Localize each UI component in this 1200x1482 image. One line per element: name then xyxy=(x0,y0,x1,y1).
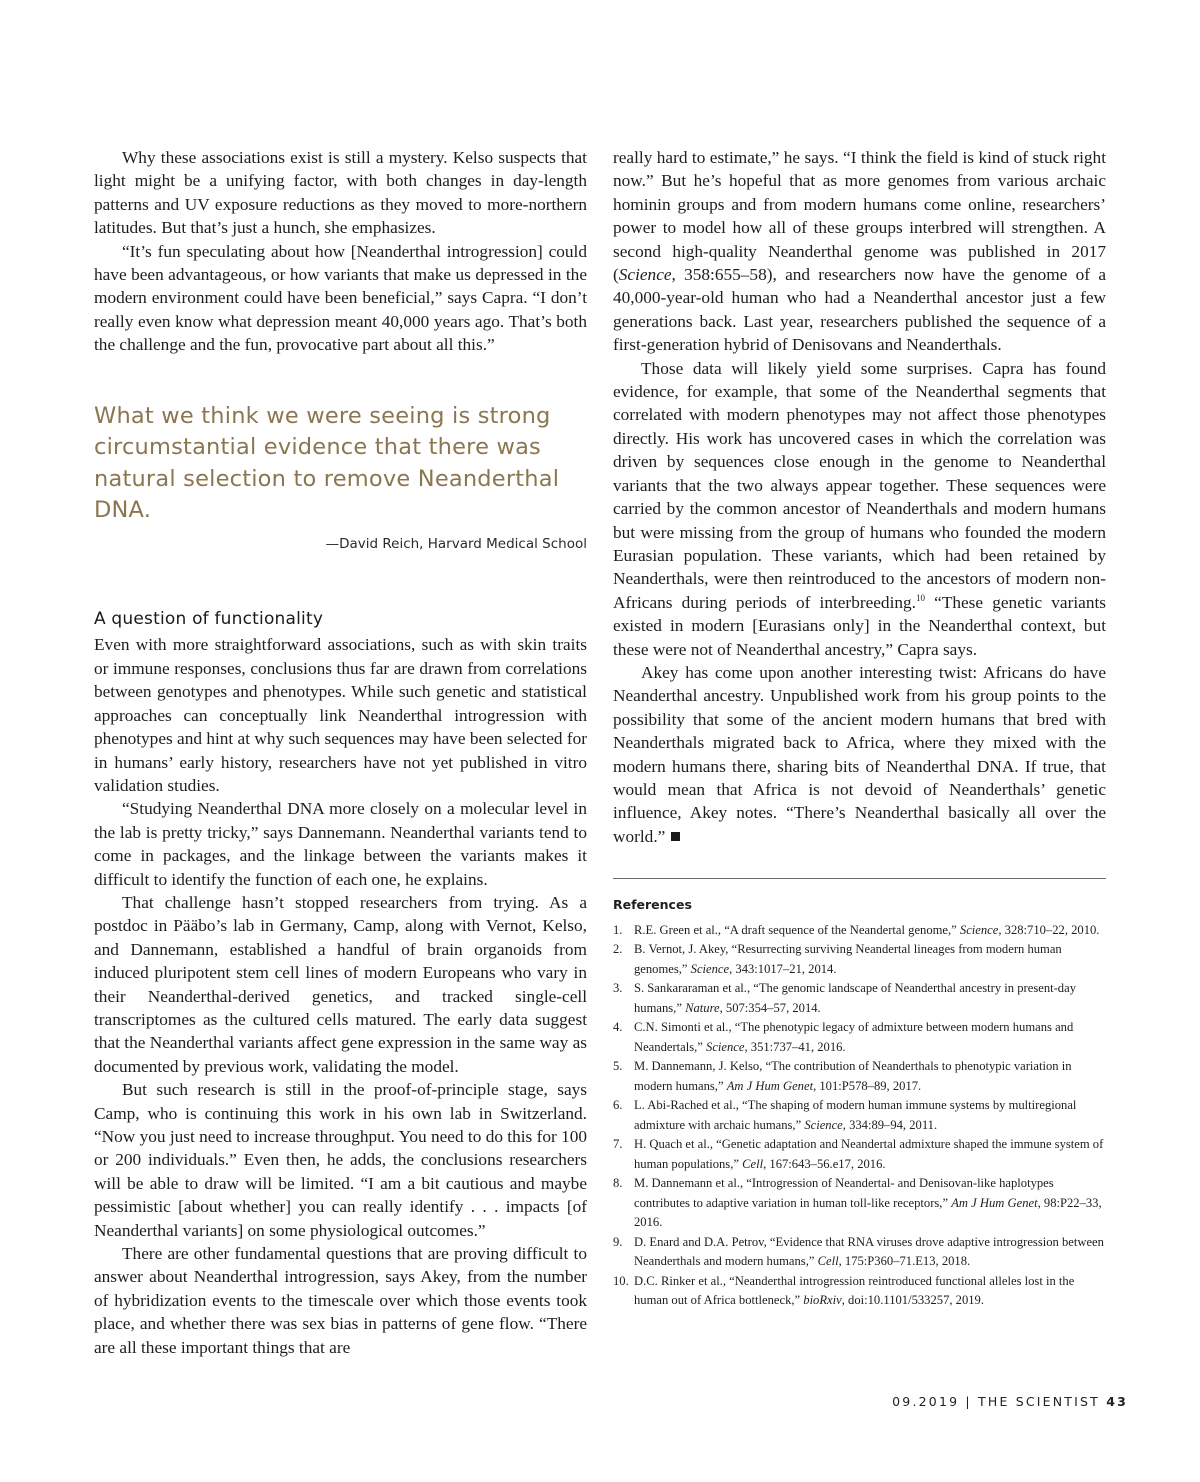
reference-item xyxy=(613,1135,1106,1174)
reference-journal: Am J Hum Genet xyxy=(726,1078,814,1093)
reference-number: 10. xyxy=(613,1273,629,1288)
reference-text: S. Sankararaman et al., “The genomic landscape of Neanderthal ancestry in present-day humans,” xyxy=(634,981,1076,1015)
body-paragraph xyxy=(613,146,1106,357)
reference-text: C.N. Simonti et al., “The phenotypic legacy of admixture between modern humans and Neandertals,” xyxy=(634,1020,1074,1054)
references-title: References xyxy=(613,897,692,913)
reference-item xyxy=(613,921,1106,941)
body-paragraph: There are other fundamental questions that are proving difficult to answer about Neanderthal introgression, says Akey, from the number of hybridization events to the timescale over which those events took place, and whether there was sex bias in patterns of gene flow. “There are all these important things that are xyxy=(94,1244,587,1357)
reference-item xyxy=(613,1018,1106,1057)
reference-number: 1. xyxy=(613,922,623,937)
pull-quote-block xyxy=(94,401,587,556)
reference-journal: Science xyxy=(706,1039,745,1054)
reference-citation: , 98:P22–33, 2016. xyxy=(634,1195,1102,1230)
reference-number: 3. xyxy=(613,981,623,996)
pull-quote: What we think we were seeing is strong circumstantial evidence that there was natural selection to remove Neanderthal DNA. xyxy=(94,402,560,524)
reference-citation: , 101:P578–89, 2017. xyxy=(813,1078,922,1093)
footer-issue: 09.2019 | THE SCIENTIST xyxy=(892,1394,1101,1409)
reference-citation: , doi:10.1101/533257, 2019. xyxy=(841,1293,984,1308)
reference-number: 5. xyxy=(613,1059,623,1074)
reference-number: 6. xyxy=(613,1098,623,1113)
page-footer xyxy=(892,1394,1128,1409)
right-column xyxy=(613,146,1106,1311)
reference-text: R.E. Green et al., “A draft sequence of the Neandertal genome,” xyxy=(634,922,960,937)
left-column xyxy=(94,146,587,1359)
body-paragraph: Why these associations exist is still a mystery. Kelso suspects that light might be a unifying factor, with both changes in day-length patterns and UV exposure reductions as they moved to more-northern latitudes. But that’s just a hunch, she emphasizes. xyxy=(94,148,587,238)
reference-citation: , 343:1017–21, 2014. xyxy=(729,961,837,976)
text-run: Those data will likely yield some surprises. Capra has found evidence, for example, that some of the Neanderthal segments that correlated with modern phenotypes may not affect those phenotypes directly. His work has uncovered cases in which the correlation was driven by sequences close enough in the genome to Neanderthal variants that the two always appear together. These sequences were carried by the common ancestor of Neanderthals and modern humans but were missing from the group of humans who founded the modern Eurasian population. These variants, which had been retained by Neanderthals, were then reintroduced to the ancestors of modern non-Africans during periods of interbreeding. xyxy=(613,358,1106,612)
body-paragraph: That challenge hasn’t stopped researchers from trying. As a postdoc in Pääbo’s lab in Germany, Camp, along with Vernot, Kelso, and Dannemann, established a handful of brain organoids from induced pluripotent stem cell lines of modern Europeans who vary in their Neanderthal-derived genetics, and tracked single-cell transcriptomes as the cultured cells matured. The early data suggest that the Neanderthal variants affect gene expression in the same way as documented by previous work, validating the model. xyxy=(94,892,587,1076)
reference-item xyxy=(613,940,1106,979)
citation-superscript: 10 xyxy=(915,592,925,603)
reference-citation: , 507:354–57, 2014. xyxy=(719,1000,821,1015)
reference-journal: Science xyxy=(690,961,730,976)
reference-journal: Science xyxy=(959,922,999,937)
text-run: really hard to estimate,” he says. “I think the field is kind of stuck right now.” But he’s hopeful that as more genomes from various archaic hominin groups and from modern humans come online, researchers’ power to model how all of these groups interbred will strengthen. A second high-quality Neanderthal genome was published in 2017 ( xyxy=(613,148,1106,285)
reference-text: L. Abi-Rached et al., “The shaping of modern human immune systems by multiregional admixture with archaic humans,” xyxy=(634,1098,1077,1132)
body-paragraph xyxy=(613,661,1106,848)
reference-text: D. Enard and D.A. Petrov, “Evidence that RNA viruses drove adaptive introgression between Neanderthals and modern humans,” xyxy=(634,1234,1104,1269)
reference-item xyxy=(613,979,1106,1018)
text-run: , 358:655–58), and researchers now have the genome of a 40,000-year-old human who had a Neanderthal ancestor just a few generations back. Last year, researchers published the sequence of a first-generation hybrid of Denisovans and Neanderthals. xyxy=(613,265,1106,355)
reference-journal: Am J Hum Genet xyxy=(951,1195,1038,1210)
reference-text: M. Dannemann et al., “Introgression of Neandertal- and Denisovan-like haplotypes contributes to adaptive variation in human toll-like receptors,” xyxy=(634,1176,1054,1210)
body-paragraph: “It’s fun speculating about how [Neanderthal introgression] could have been advantageous, or how variants that make us depressed in the modern environment could have been beneficial,” says Capra. “I don’t really even know what depression meant 40,000 years ago. That’s both the challenge and the fun, provocative part about all this.” xyxy=(94,241,587,355)
body-paragraph: Even with more straightforward associations, such as with skin traits or immune responses, conclusions thus far are drawn from correlations between genotypes and phenotypes. While such genetic and statistical approaches can conceptually link Neanderthal introgression with phenotypes and hint at why such sequences may have been selected for in humans’ early history, researchers have not yet published in vitro validation studies. xyxy=(94,635,587,795)
reference-citation: , 175:P360–71.E13, 2018. xyxy=(838,1254,971,1269)
reference-item xyxy=(613,1096,1106,1135)
page-number: 43 xyxy=(1106,1394,1128,1409)
reference-citation: , 351:737–41, 2016. xyxy=(744,1039,846,1054)
body-paragraph: But such research is still in the proof-of-principle stage, says Camp, who is continuing this work in his own lab in Switzerland. “Now you just need to increase throughput. You need to do this for 100 or 200 individuals.” Even then, he adds, the conclusions researchers will be able to draw will be limited. “I am a bit cautious and maybe pessimistic [about whether] you can really identify . . . impacts [of Neanderthal variants] on some physiological outcomes.” xyxy=(94,1080,587,1240)
reference-journal: Nature xyxy=(685,1000,720,1015)
reference-item xyxy=(613,1174,1106,1233)
body-paragraph: “Studying Neanderthal DNA more closely on a molecular level in the lab is pretty tricky,” says Dannemann. Neanderthal variants tend to come in packages, and the linkage between the variants makes it difficult to identify the function of each one, he explains. xyxy=(94,799,587,889)
text-run: Akey has come upon another interesting twist: Africans do have Neanderthal ancestry. Unpublished work from his group points to the possibility that some of the ancient modern humans that bred with Neanderthals migrated back to Africa, where they mixed with the modern humans there, sharing bits of Neanderthal DNA. If true, that would mean that Africa is not devoid of Neanderthals’ genetic influence, Akey notes. “There’s Neanderthal basically all over the world.” xyxy=(613,662,1106,846)
references-divider xyxy=(613,878,1106,879)
reference-citation: , 167:643–56.e17, 2016. xyxy=(763,1156,886,1171)
body-paragraph xyxy=(613,357,1106,661)
reference-number: 4. xyxy=(613,1020,623,1035)
text-run: “These genetic variants existed in modern [Eurasians only] in the Neanderthal context, but these were not of Neanderthal ancestry,” Capra says. xyxy=(613,592,1106,659)
reference-journal: Cell xyxy=(742,1156,764,1171)
reference-text: H. Quach et al., “Genetic adaptation and Neandertal admixture shaped the immune system of human populations,” xyxy=(634,1137,1104,1171)
reference-journal: Science xyxy=(804,1117,843,1132)
reference-item xyxy=(613,1057,1106,1096)
reference-number: 8. xyxy=(613,1176,623,1191)
reference-journal: bioRxiv xyxy=(803,1293,842,1308)
pull-quote-attribution: —David Reich, Harvard Medical School xyxy=(325,535,587,552)
reference-citation: , 334:89–94, 2011. xyxy=(842,1117,938,1132)
reference-text: B. Vernot, J. Akey, “Resurrecting surviving Neandertal lineages from modern human genomes,” xyxy=(634,942,1062,976)
section-heading: A question of functionality xyxy=(94,609,324,630)
reference-citation: , 328:710–22, 2010. xyxy=(998,922,1100,937)
reference-journal: Cell xyxy=(817,1254,839,1269)
reference-number: 2. xyxy=(613,942,623,957)
reference-item xyxy=(613,1233,1106,1272)
reference-item xyxy=(613,1272,1106,1311)
reference-number: 7. xyxy=(613,1137,623,1152)
reference-text: M. Dannemann, J. Kelso, “The contribution of Neanderthals to phenotypic variation in modern humans,” xyxy=(634,1059,1072,1093)
end-mark-icon xyxy=(671,832,680,841)
reference-number: 9. xyxy=(613,1234,623,1249)
references-list xyxy=(613,921,1106,1311)
journal-name: Science xyxy=(618,265,672,285)
reference-text: D.C. Rinker et al., “Neanderthal introgression reintroduced functional alleles lost in the human out of Africa bottleneck,” xyxy=(634,1273,1075,1308)
